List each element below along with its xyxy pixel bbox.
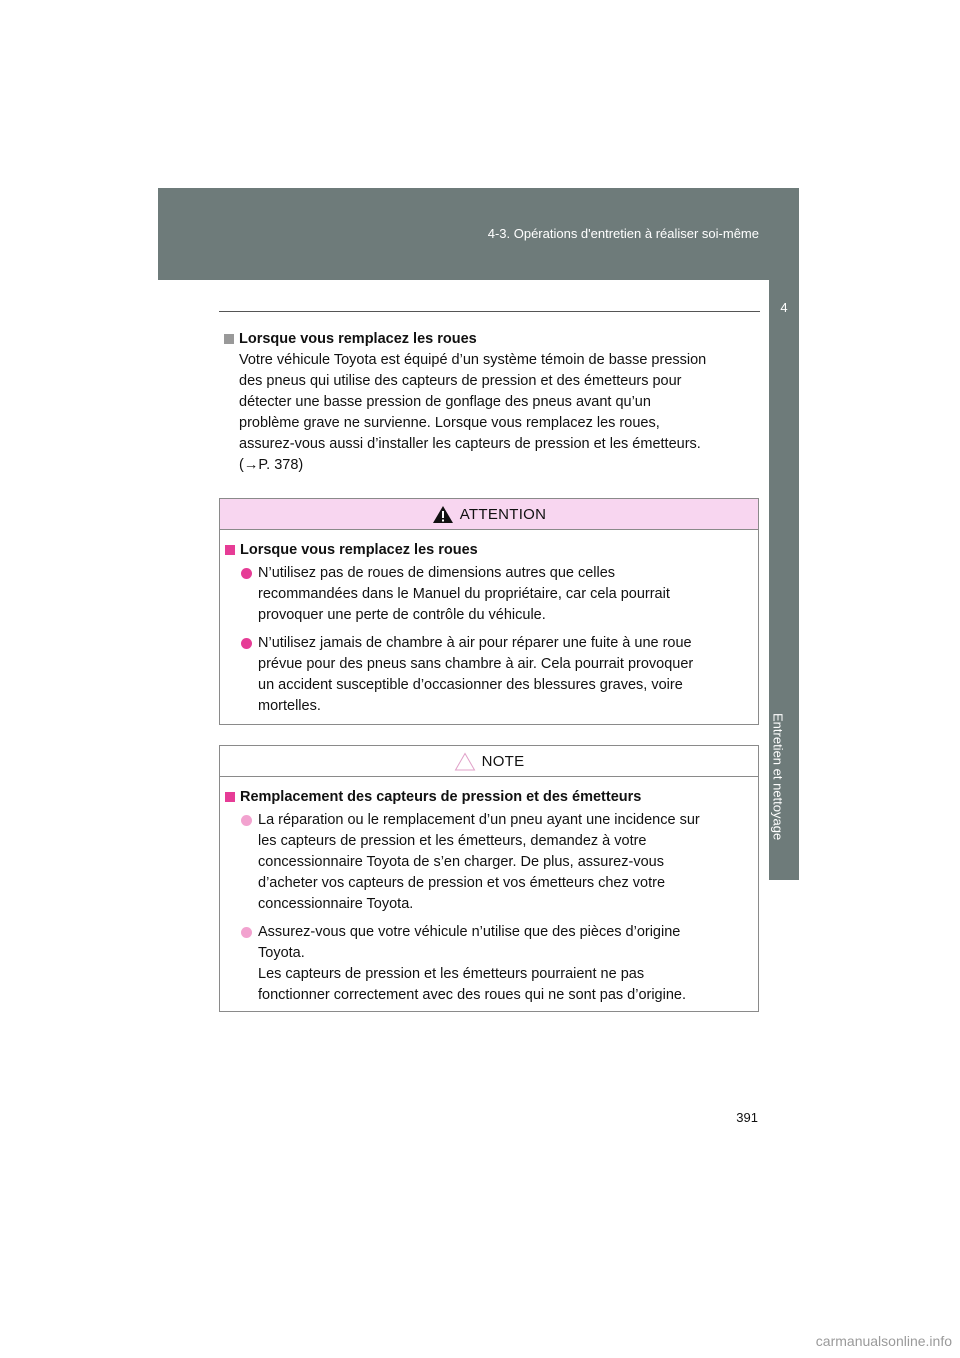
attention-bullet <box>225 563 753 626</box>
header-band <box>158 188 799 280</box>
bullet-line: prévue pour des pneus sans chambre à air. Cela pourrait provoquer <box>258 656 694 672</box>
bullet-line: provoquer une perte de contrôle du véhicule. <box>258 607 546 623</box>
square-bullet-icon <box>225 545 235 555</box>
note-bullet <box>225 810 753 915</box>
page-reference-link[interactable]: (→P. 378) <box>239 457 304 473</box>
caution-outline-icon <box>454 752 476 771</box>
section-line: détecter une basse pression de gonflage des pneus avant qu’un <box>239 394 651 410</box>
bullet-dot-icon <box>241 568 252 579</box>
note-header <box>220 746 758 777</box>
section-title <box>224 329 755 349</box>
attention-bullet <box>225 633 753 717</box>
bullet-line: un accident susceptible d’occasionner des blessures graves, voire <box>258 677 683 693</box>
attention-label: ATTENTION <box>459 505 547 523</box>
section-wheel-replacement <box>224 329 755 476</box>
bullet-dot-icon <box>241 638 252 649</box>
page-rule <box>219 311 760 312</box>
section-title-text: Lorsque vous remplacez les roues <box>239 331 477 347</box>
chapter-title: 4-3. Opérations d'entretien à réaliser soi-même <box>487 226 759 241</box>
attention-box <box>219 498 759 725</box>
bullet-line: les capteurs de pression et les émetteurs, demandez à votre <box>258 833 647 849</box>
bullet-line: concessionnaire Toyota. <box>258 896 414 912</box>
note-box <box>219 745 759 1012</box>
bullet-dot-icon <box>241 815 252 826</box>
bullet-line: Assurez-vous que votre véhicule n’utilise que des pièces d’origine <box>258 924 681 940</box>
side-tab <box>769 280 799 880</box>
side-tab-label: Entretien et nettoyage <box>770 713 786 841</box>
note-label: NOTE <box>481 752 525 770</box>
watermark-link[interactable]: carmanualsonline.info <box>815 1333 952 1349</box>
bullet-line: N’utilisez pas de roues de dimensions autres que celles <box>258 565 616 581</box>
bullet-line: N’utilisez jamais de chambre à air pour réparer une fuite à une roue <box>258 635 692 651</box>
attention-title-text: Lorsque vous remplacez les roues <box>240 542 478 558</box>
bullet-line: mortelles. <box>258 698 321 714</box>
page-number: 391 <box>736 1110 758 1125</box>
attention-title <box>225 540 753 560</box>
bullet-line: d’acheter vos capteurs de pression et vos émetteurs chez votre <box>258 875 666 891</box>
bullet-line: Toyota. <box>258 945 305 961</box>
bullet-line: fonctionner correctement avec des roues qui ne sont pas d’origine. <box>258 987 686 1003</box>
note-title <box>225 787 753 807</box>
section-line: des pneus qui utilise des capteurs de pression et des émetteurs pour <box>239 373 682 389</box>
section-line: problème grave ne survienne. Lorsque vous remplacez les roues, <box>239 415 660 431</box>
bullet-line: Les capteurs de pression et les émetteurs pourraient ne pas <box>258 966 645 982</box>
attention-header <box>220 499 758 530</box>
section-body <box>224 350 755 476</box>
note-bullet <box>225 922 753 1006</box>
square-bullet-icon <box>224 334 234 344</box>
section-line: assurez-vous aussi d’installer les capteurs de pression et les émetteurs. <box>239 436 701 452</box>
note-title-text: Remplacement des capteurs de pression et des émetteurs <box>240 789 642 805</box>
side-tab-number: 4 <box>780 300 788 315</box>
bullet-line: recommandées dans le Manuel du propriétaire, car cela pourrait <box>258 586 670 602</box>
square-bullet-icon <box>225 792 235 802</box>
bullet-line: concessionnaire Toyota de s’en charger. De plus, assurez-vous <box>258 854 664 870</box>
bullet-line: La réparation ou le remplacement d’un pneu ayant une incidence sur <box>258 812 700 828</box>
bullet-dot-icon <box>241 927 252 938</box>
warning-icon <box>432 505 454 524</box>
section-line: Votre véhicule Toyota est équipé d’un système témoin de basse pression <box>239 352 707 368</box>
